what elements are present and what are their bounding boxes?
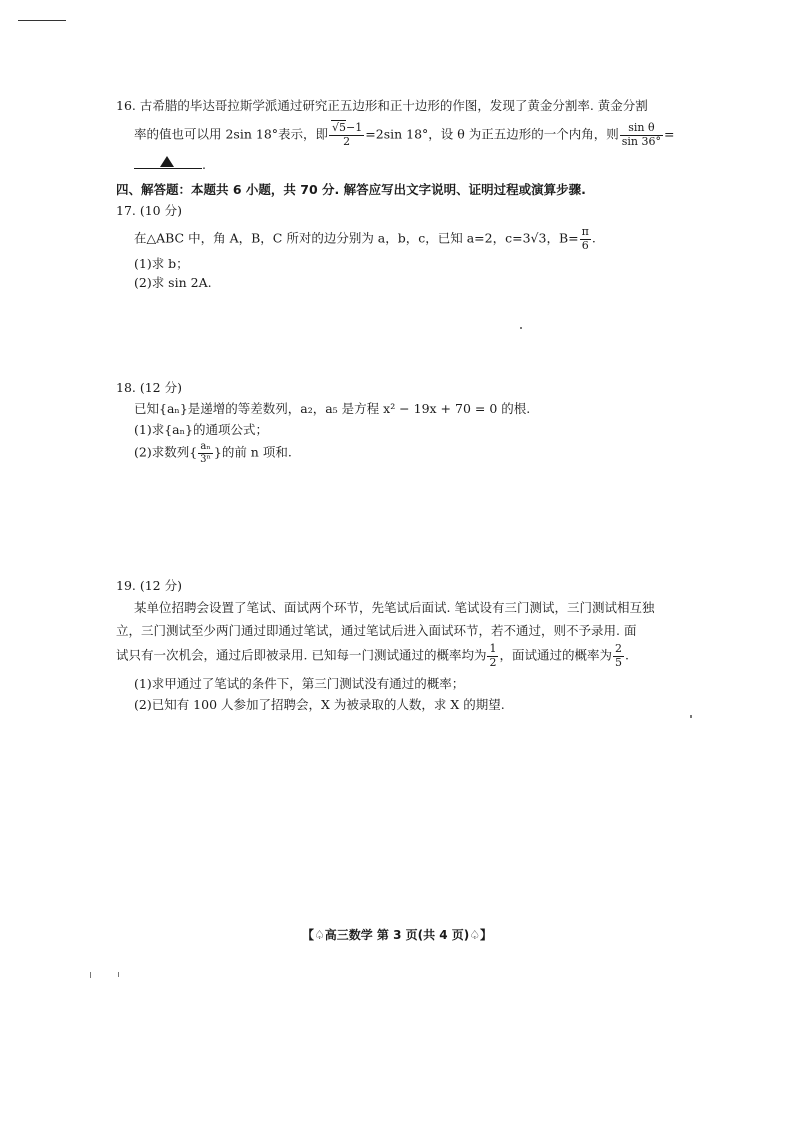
q16-line-2: 率的值也可以用 2sin 18°表示，即 $\frac{√5-1}{2}$ =2sin 18°，设 θ 为正五边形的一个内角，则 $\frac{\text{sin θ}}{\sin 36^\circ}$ = bbox=[134, 121, 675, 148]
q17-label: 17. (10 分) bbox=[116, 203, 182, 218]
scan-speck bbox=[520, 327, 522, 329]
q19-line-2: 立，三门测试至少两门通过即通过笔试，通过笔试后进入面试环节，若不通过，则不予录用. 面 bbox=[116, 623, 637, 638]
q19-label: 19. (12 分) bbox=[116, 578, 182, 593]
scan-speck bbox=[118, 972, 119, 977]
q16-line-1: 16. 古希腊的毕达哥拉斯学派通过研究正五边形和正十边形的作图，发现了黄金分割率. 黄金分割 bbox=[116, 98, 648, 113]
pi-over-six-fraction: $\frac{\pi}{6}$ bbox=[581, 225, 589, 252]
q19-line-3: 试只有一次机会，通过后即被录用. 已知每一门测试通过的概率均为 $\frac{1}{2}$ ，面试通过的概率为 $\frac{2}{5}$ . bbox=[116, 642, 629, 669]
triangle-marker-icon bbox=[160, 156, 174, 167]
q19-line-1: 某单位招聘会设置了笔试、面试两个环节，先笔试后面试. 笔试设有三门测试，三门测试相互独 bbox=[134, 600, 655, 615]
probability-half-fraction: $\frac{1}{2}$ bbox=[489, 642, 497, 669]
q16-line-3: . bbox=[134, 156, 206, 172]
q17-stem: 在△ABC 中，角 A，B，C 所对的边分别为 a，b，c，已知 a=2，c=3√3，B= $\frac{\pi}{6}$ . bbox=[134, 225, 596, 252]
q18-stem: 已知{aₙ}是递增的等差数列，a₂，a₅ 是方程 x² − 19x + 70 = 0 的根. bbox=[134, 401, 531, 416]
section-4-heading: 四、解答题：本题共 6 小题，共 70 分. 解答应写出文字说明、证明过程或演算步骤. bbox=[116, 182, 586, 197]
q17-part-1: (1)求 b； bbox=[134, 256, 189, 271]
q18-label: 18. (12 分) bbox=[116, 380, 182, 395]
page-footer: 【♤高三数学 第 3 页(共 4 页)♤】 bbox=[301, 928, 493, 942]
answer-blank bbox=[134, 156, 202, 169]
q17-part-2: (2)求 sin 2A. bbox=[134, 275, 212, 290]
sequence-fraction: $\frac{\text{aₙ}}{\text{3ⁿ}}$ bbox=[200, 441, 211, 465]
scan-speck bbox=[90, 972, 91, 978]
q18-part-2: (2)求数列{ $\frac{\text{aₙ}}{\text{3ⁿ}}$ }的前 n 项和. bbox=[134, 441, 292, 465]
probability-two-fifths-fraction: $\frac{2}{5}$ bbox=[614, 642, 622, 669]
golden-ratio-fraction: $\frac{√5-1}{2}$ bbox=[329, 122, 364, 148]
q18-part-1: (1)求{aₙ}的通项公式； bbox=[134, 422, 268, 437]
sin-ratio-fraction: $\frac{\text{sin θ}}{\sin 36^\circ}$ bbox=[621, 121, 662, 148]
q19-part-2: (2)已知有 100 人参加了招聘会，X 为被录取的人数，求 X 的期望. bbox=[134, 697, 505, 712]
scan-edge-line bbox=[18, 20, 66, 21]
scan-speck bbox=[690, 715, 692, 718]
q19-part-1: (1)求甲通过了笔试的条件下，第三门测试没有通过的概率； bbox=[134, 676, 465, 691]
